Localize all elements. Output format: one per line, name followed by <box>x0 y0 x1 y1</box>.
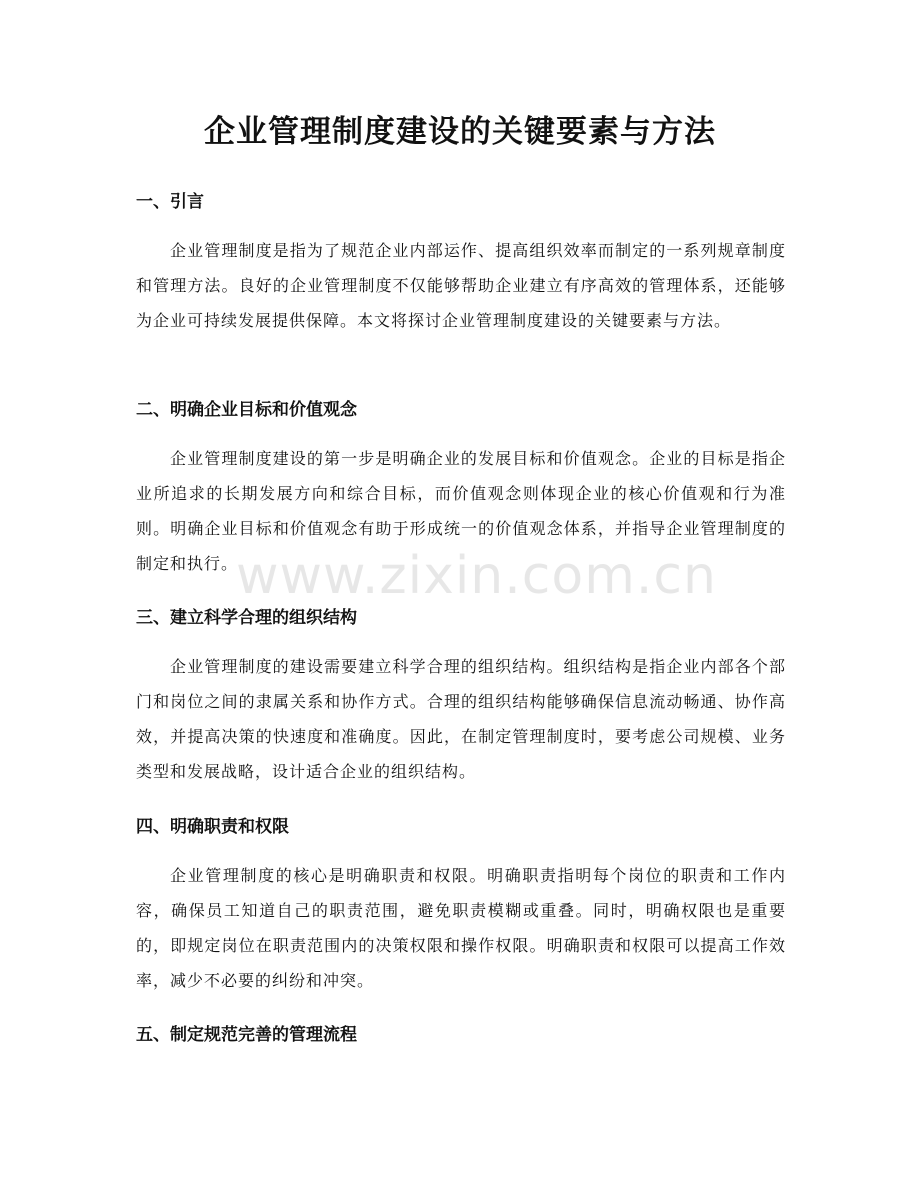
watermark: www.zixin.com.cn <box>236 546 717 606</box>
section-paragraph-introduction: 企业管理制度是指为了规范企业内部运作、提高组织效率而制定的一系列规章制度和管理方法。良好的企业管理制度不仅能够帮助企业建立有序高效的管理体系，还能够为企业可持续发展提供保障。本文将探讨企业管理制度建设的关键要素与方法。 <box>136 241 786 330</box>
section-paragraph-org-structure: 企业管理制度的建设需要建立科学合理的组织结构。组织结构是指企业内部各个部门和岗位之间的隶属关系和协作方式。合理的组织结构能够确保信息流动畅通、协作高效，并提高决策的快速度和准确度。因此，在制定管理制度时，要考虑公司规模、业务类型和发展战略，设计适合企业的组织结构。 <box>136 657 786 781</box>
section-heading-goals-values: 二、明确企业目标和价值观念 <box>136 400 357 420</box>
document-title: 企业管理制度建设的关键要素与方法 <box>204 114 716 150</box>
section-paragraph-goals-values: 企业管理制度建设的第一步是明确企业的发展目标和价值观念。企业的目标是指企业所追求的长期发展方向和综合目标，而价值观念则体现企业的核心价值观和行为准则。明确企业目标和价值观念有助于形成统一的价值观念体系，并指导企业管理制度的制定和执行。 <box>136 449 786 573</box>
section-heading-duties-authority: 四、明确职责和权限 <box>136 817 289 837</box>
section-heading-introduction: 一、引言 <box>136 192 204 212</box>
section-paragraph-duties-authority: 企业管理制度的核心是明确职责和权限。明确职责指明每个岗位的职责和工作内容，确保员工知道自己的职责范围，避免职责模糊或重叠。同时，明确权限也是重要的，即规定岗位在职责范围内的决策权限和操作权限。明确职责和权限可以提高工作效率，减少不必要的纠纷和冲突。 <box>136 866 786 990</box>
section-heading-management-process: 五、制定规范完善的管理流程 <box>136 1025 357 1045</box>
section-heading-org-structure: 三、建立科学合理的组织结构 <box>136 608 357 628</box>
